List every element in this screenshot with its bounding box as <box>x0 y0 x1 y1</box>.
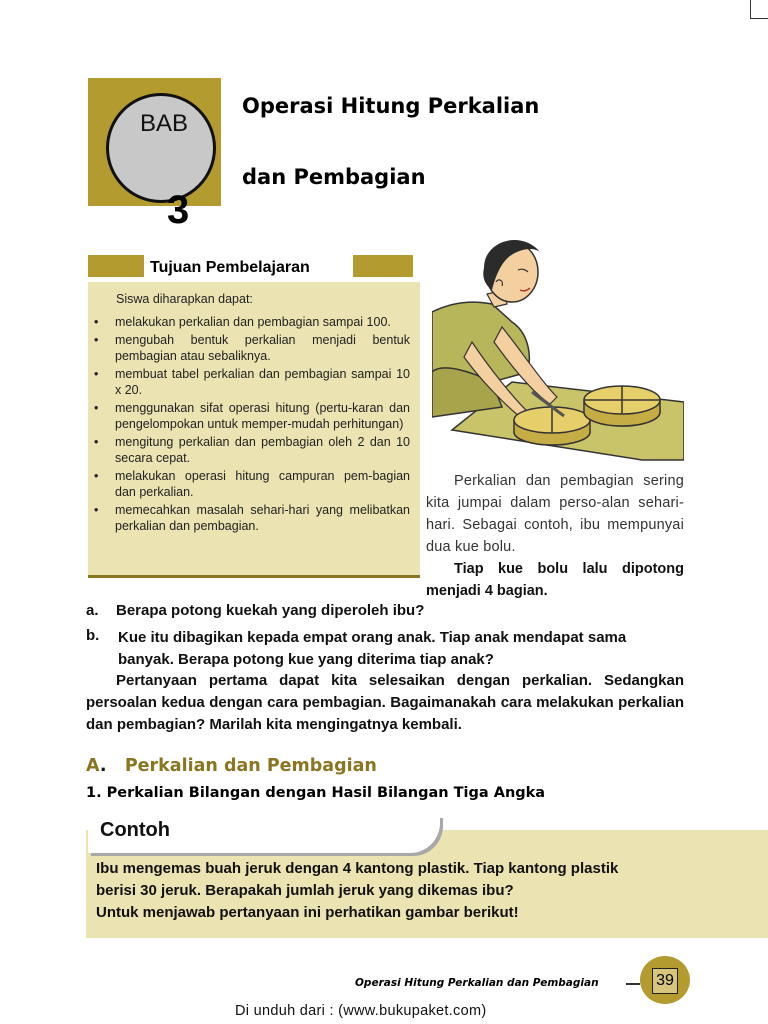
section-heading: A. Perkalian dan Pembagian <box>86 756 377 776</box>
objectives-header-bar-right <box>353 255 413 277</box>
intro-side-bold: Tiap kue bolu lalu dipotong menjadi 4 bagian. <box>426 561 684 599</box>
question-b: Kue itu dibagikan kepada empat orang anak. Tiap anak mendapat sama banyak. Berapa potong kue yang diterima tiap anak? <box>118 629 627 668</box>
section-title: Perkalian dan Pembagian <box>124 756 377 776</box>
example-line: Ibu mengemas buah jeruk dengan 4 kantong plastik. Tiap kantong plastik <box>96 860 619 877</box>
objectives-intro: Siswa diharapkan dapat: <box>116 292 253 306</box>
example-text <box>96 858 696 924</box>
question-a: Berapa potong kuekah yang diperoleh ibu? <box>116 602 425 619</box>
chapter-number: 3 <box>167 188 190 232</box>
question-a-marker: a. <box>86 602 99 619</box>
section-letter: A <box>86 756 100 776</box>
intro-side-text: Perkalian dan pembagian sering kita jumpai dalam perso-alan sehari-hari. Sebagai contoh, ibu mempunyai dua kue bolu. <box>426 473 684 555</box>
objective-item: • mengitung perkalian dan pembagian oleh 2 dan 10 secara cepat. <box>92 434 410 467</box>
running-footer-title: Operasi Hitung Perkalian dan Pembagian <box>355 977 599 989</box>
corner-crop-mark <box>750 0 768 19</box>
objective-item: • melakukan perkalian dan pembagian sampai 100. <box>92 314 410 331</box>
objective-item: • mengubah bentuk perkalian menjadi bentuk pembagian atau sebaliknya. <box>92 332 410 365</box>
chapter-label: BAB <box>140 110 189 137</box>
example-label: Contoh <box>100 819 170 841</box>
page-number: 39 <box>652 968 678 994</box>
woman-cutting-cake-illustration <box>432 232 684 464</box>
example-line: Untuk menjawab pertanyaan ini perhatikan gambar berikut! <box>96 904 519 921</box>
objective-item: • memecahkan masalah sehari-hari yang melibatkan perkalian dan pembagian. <box>92 502 410 535</box>
objective-item: • membuat tabel perkalian dan pembagian sampai 10 x 20. <box>92 366 410 399</box>
intro-paragraph: Pertanyaan pertama dapat kita selesaikan dengan perkalian. Sedangkan persoalan kedua dengan cara pembagian. Bagaimanakah cara melakukan perkalian dan pembagian? Marilah kita mengingatnya kembali. <box>86 672 684 733</box>
objectives-list <box>92 314 410 536</box>
objective-item: • melakukan operasi hitung campuran pem-bagian dan perkalian. <box>92 468 410 501</box>
footer-rule <box>626 983 640 985</box>
download-source-text: Di unduh dari : (www.bukupaket.com) <box>235 1003 487 1019</box>
objectives-heading: Tujuan Pembelajaran <box>150 259 310 276</box>
question-b-marker: b. <box>86 627 100 644</box>
subsection-heading: 1. Perkalian Bilangan dengan Hasil Bilangan Tiga Angka <box>86 785 546 801</box>
example-line: berisi 30 jeruk. Berapakah jumlah jeruk yang dikemas ibu? <box>96 882 514 899</box>
objectives-panel-border <box>88 575 420 578</box>
chapter-title-line2: dan Pembagian <box>242 165 426 189</box>
objective-item: • menggunakan sifat operasi hitung (pertu-karan dan pengelompokan untuk memper-mudah perhitungan) <box>92 400 410 433</box>
objectives-header-bar-left <box>88 255 144 277</box>
chapter-title-line1: Operasi Hitung Perkalian <box>242 94 540 118</box>
